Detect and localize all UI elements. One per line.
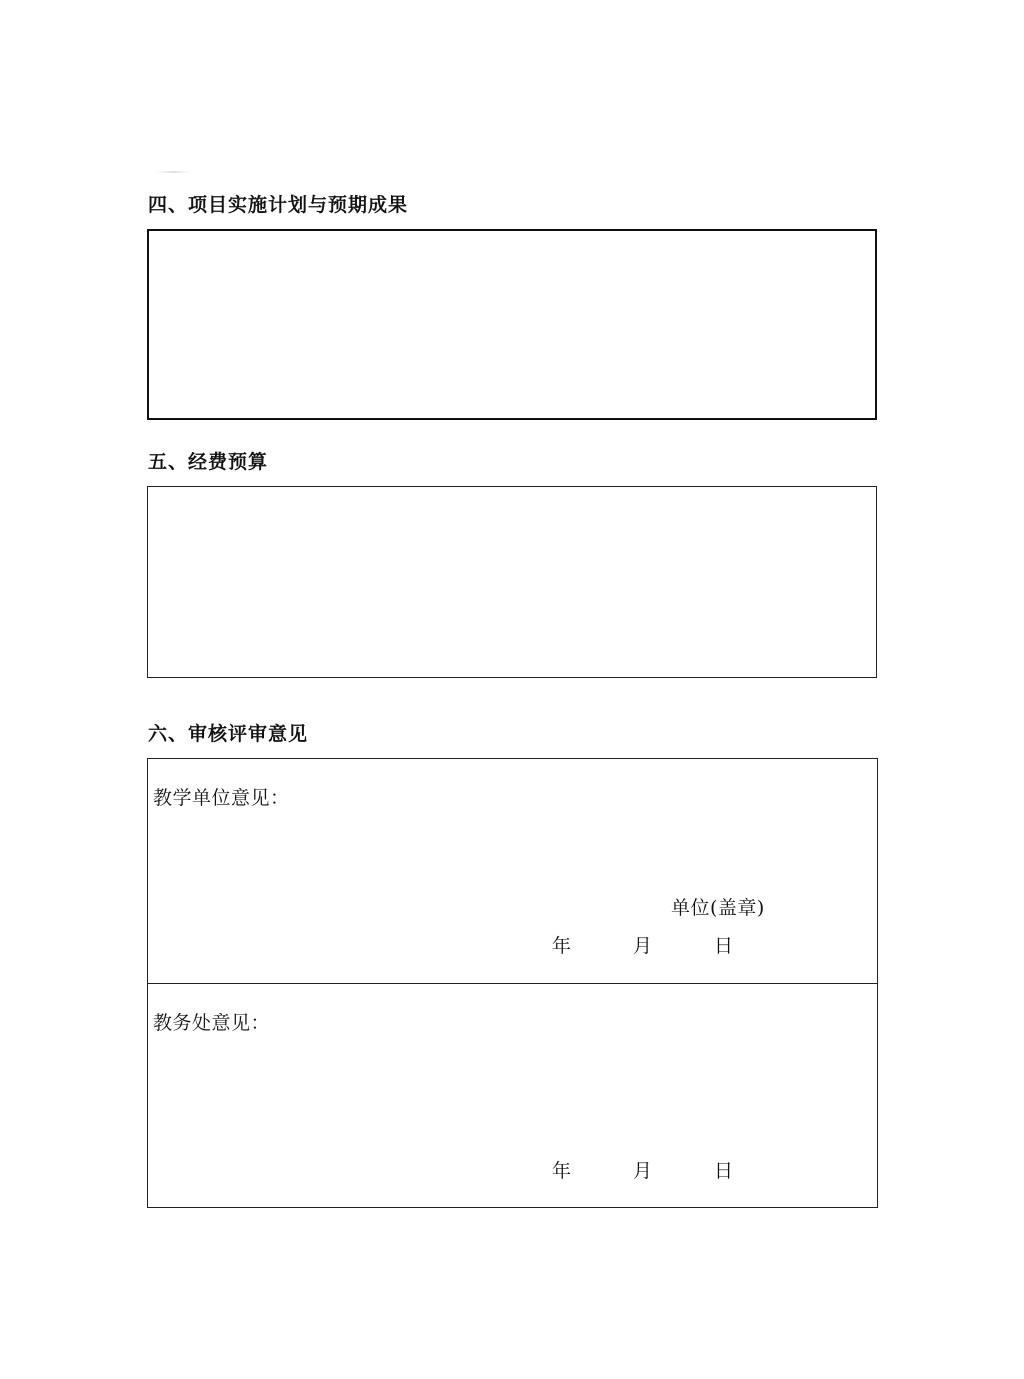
teaching-unit-month-label: 月 — [633, 935, 653, 957]
plan-input-box[interactable] — [147, 229, 877, 420]
scan-mark — [156, 171, 190, 173]
budget-section-heading: 五、经费预算 — [148, 451, 269, 473]
teaching-unit-year-label: 年 — [552, 935, 572, 957]
teaching-unit-opinion-label: 教学单位意见： — [153, 787, 290, 809]
teaching-unit-day-label: 日 — [714, 935, 734, 957]
review-table — [147, 758, 878, 1208]
academic-affairs-month-label: 月 — [633, 1160, 653, 1182]
budget-input-box[interactable] — [147, 486, 877, 678]
academic-affairs-day-label: 日 — [714, 1160, 734, 1182]
academic-affairs-opinion-cell[interactable] — [148, 984, 877, 1207]
academic-affairs-opinion-label: 教务处意见： — [153, 1012, 271, 1034]
review-section-heading: 六、审核评审意见 — [148, 723, 309, 745]
academic-affairs-year-label: 年 — [552, 1160, 572, 1182]
teaching-unit-opinion-cell[interactable] — [148, 759, 877, 984]
unit-stamp-label: 单位(盖章) — [671, 897, 765, 919]
plan-section-heading: 四、项目实施计划与预期成果 — [148, 194, 409, 216]
